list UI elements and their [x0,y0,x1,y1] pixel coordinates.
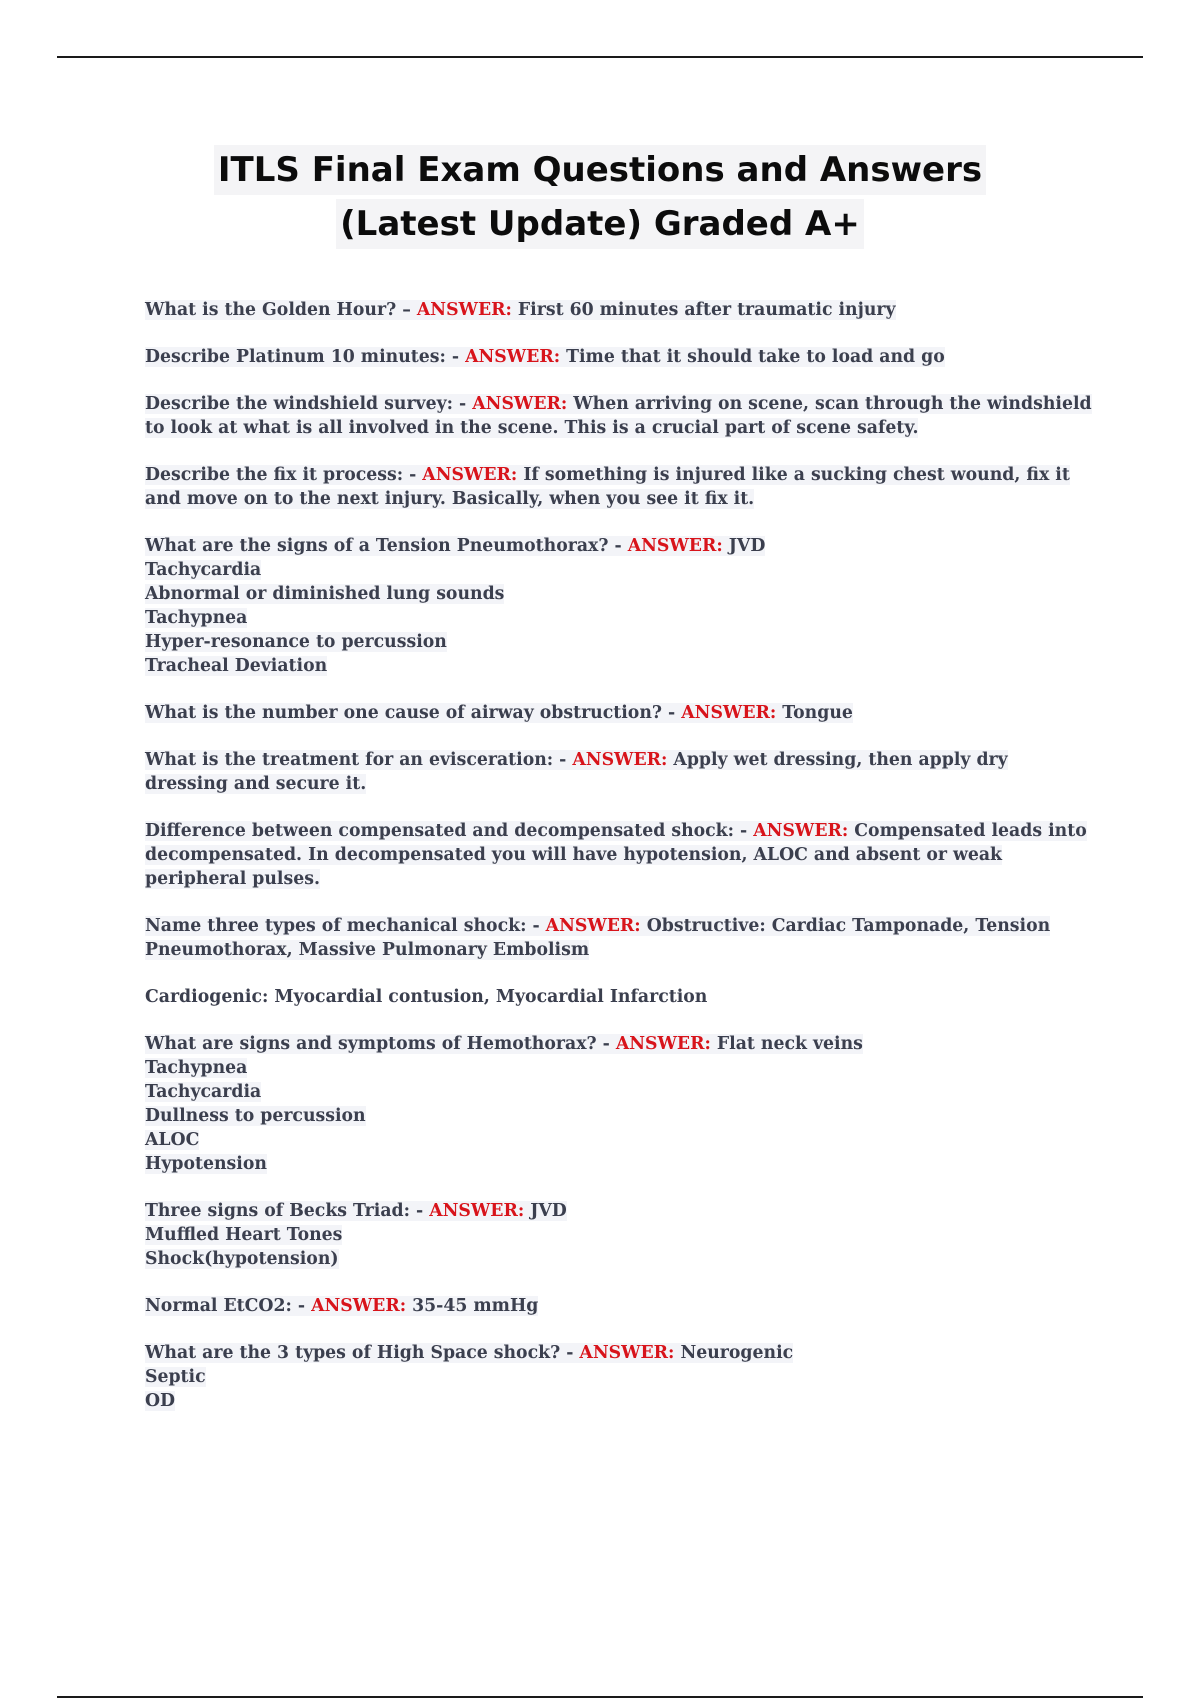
question-text: What are the 3 types of High Space shock? - [145,1343,580,1363]
answer-label: ANSWER: [429,1201,525,1221]
answer-list-line [145,630,1095,654]
cardiogenic-line [145,985,1095,1009]
qa-item [145,463,1095,511]
qa-item [145,819,1095,891]
question-text: Describe the fix it process: - [145,465,423,485]
answer-list-line [145,1247,1095,1271]
answer-list-line [145,654,1095,678]
title-line-2: (Latest Update) Graded A+ [336,199,864,249]
qa-list [145,298,1095,962]
question-text: What is the number one cause of airway obstruction? - [145,703,682,723]
answer-list-text: OD [145,1391,176,1411]
qa-item [145,914,1095,962]
answer-list-line [145,558,1095,582]
answer-list-text: Dullness to percussion [145,1106,366,1126]
answer-list-text: Abnormal or diminished lung sounds [145,584,505,604]
answer-list-text: Hypotension [145,1154,267,1174]
question-text: Describe Platinum 10 minutes: - [145,347,466,367]
answer-list-text: Tachypnea [145,1058,248,1078]
question-text: What is the treatment for an evisceration: - [145,750,573,770]
answer-label: ANSWER: [416,300,512,320]
answer-text: JVD [722,536,766,556]
qa-item [145,1294,1095,1318]
answer-text: If something is injured like a sucking chest wound, fix it and move on to the next injury. Basically, when you see it fix it. [145,465,1070,509]
bottom-rule [57,1696,1143,1698]
qa-paragraph [145,463,1095,511]
qa-paragraph [145,1294,1095,1318]
answer-list-text: Hyper-resonance to percussion [145,632,447,652]
answer-list-text: Septic [145,1367,206,1387]
qa-item [145,1199,1095,1271]
answer-text: Flat neck veins [710,1034,863,1054]
page-title [0,143,1200,251]
qa-paragraph [145,392,1095,440]
answer-list-line [145,1128,1095,1152]
answer-label: ANSWER: [545,916,641,936]
cardiogenic-text: Cardiogenic: Myocardial contusion, Myocardial Infarction [145,987,708,1007]
question-text: Difference between compensated and decompensated shock: - [145,821,754,841]
answer-label: ANSWER: [753,821,849,841]
qa-paragraph [145,1199,1095,1223]
qa-paragraph [145,1341,1095,1365]
answer-text: Obstructive: Cardiac Tamponade, Tension Pneumothorax, Massive Pulmonary Embolism [145,916,1051,960]
answer-text: Compensated leads into decompensated. In decompensated you will have hypotension, ALOC and absent or weak peripheral pulses. [145,821,1087,889]
answer-text: Neurogenic [674,1343,794,1363]
answer-label: ANSWER: [311,1296,407,1316]
question-text: Name three types of mechanical shock: - [145,916,546,936]
qa-item [145,701,1095,725]
answer-list-line [145,606,1095,630]
qa-paragraph [145,748,1095,796]
answer-list-text: Tachypnea [145,608,248,628]
qa-item [145,534,1095,678]
qa-content [145,298,1095,1436]
qa-paragraph [145,701,1095,725]
qa-paragraph [145,914,1095,962]
answer-text: Time that it should take to load and go [560,347,945,367]
qa-item [145,748,1095,796]
answer-list-line [145,1223,1095,1247]
answer-text: First 60 minutes after traumatic injury [511,300,896,320]
answer-list-line [145,582,1095,606]
answer-list-text: Muffled Heart Tones [145,1225,343,1245]
answer-list-text: Tracheal Deviation [145,656,328,676]
question-text: What is the Golden Hour? – [145,300,417,320]
qa-item [145,392,1095,440]
answer-label: ANSWER: [627,536,723,556]
qa-list [145,1032,1095,1413]
top-rule [57,56,1143,58]
answer-list-line [145,1056,1095,1080]
answer-list-text: Tachycardia [145,560,262,580]
answer-list-line [145,1152,1095,1176]
question-text: What are signs and symptoms of Hemothorax? - [145,1034,616,1054]
answer-label: ANSWER: [572,750,668,770]
answer-text: Tongue [776,703,853,723]
answer-list-text: ALOC [145,1130,200,1150]
answer-label: ANSWER: [465,347,561,367]
answer-text: Apply wet dressing, then apply dry dressing and secure it. [145,750,1008,794]
qa-paragraph [145,534,1095,558]
question-text: What are the signs of a Tension Pneumothorax? - [145,536,628,556]
answer-label: ANSWER: [422,465,518,485]
answer-label: ANSWER: [615,1034,711,1054]
qa-item [145,345,1095,369]
answer-list-text: Tachycardia [145,1082,262,1102]
question-text: Describe the windshield survey: - [145,394,473,414]
answer-text: 35-45 mmHg [406,1296,539,1316]
qa-paragraph [145,345,1095,369]
qa-item [145,298,1095,322]
answer-text: JVD [524,1201,567,1221]
qa-paragraph [145,1032,1095,1056]
answer-label: ANSWER: [681,703,777,723]
answer-list-line [145,1104,1095,1128]
answer-list-line [145,1365,1095,1389]
answer-list-line [145,1080,1095,1104]
answer-list-line [145,1389,1095,1413]
question-text: Normal EtCO2: - [145,1296,312,1316]
qa-paragraph [145,298,1095,322]
qa-item [145,1032,1095,1176]
qa-item [145,1341,1095,1413]
title-line-1: ITLS Final Exam Questions and Answers [214,145,986,195]
answer-label: ANSWER: [579,1343,675,1363]
qa-paragraph [145,819,1095,891]
answer-label: ANSWER: [472,394,568,414]
question-text: Three signs of Becks Triad: - [145,1201,430,1221]
answer-text: When arriving on scene, scan through the windshield to look at what is all involved in the scene. This is a crucial part of scene safety. [145,394,1092,438]
answer-list-text: Shock(hypotension) [145,1249,339,1269]
